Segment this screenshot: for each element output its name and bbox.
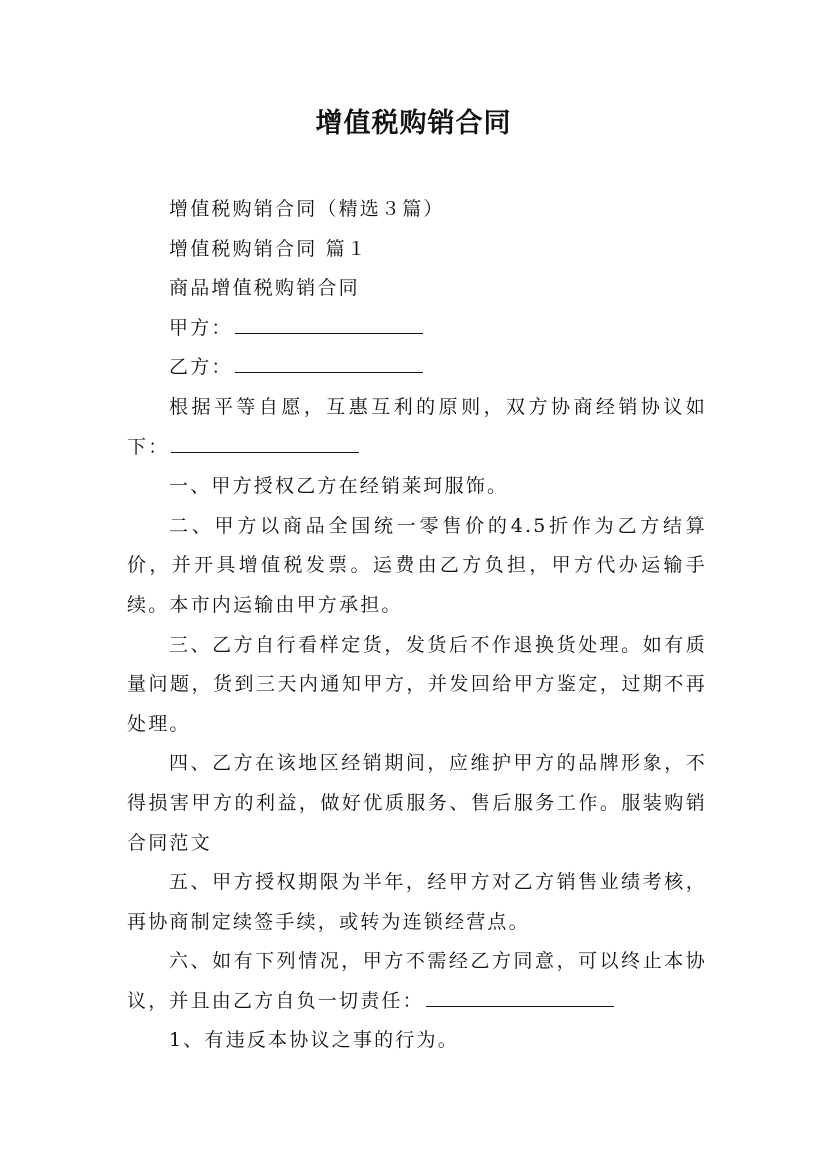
clause-6-blank <box>426 988 614 1007</box>
party-b-label: 乙方： <box>169 356 233 379</box>
party-a-blank <box>235 315 423 334</box>
clause-6 <box>127 942 707 1021</box>
clause-4: 四、乙方在该地区经销期间，应维护甲方的品牌形象，不得损害甲方的利益，做好优质服务、售后服务工作。服装购销合同范文 <box>127 752 707 854</box>
clause-5: 五、甲方授权期限为半年，经甲方对乙方销售业绩考核，再协商制定续签手续，或转为连锁经营点。 <box>127 871 707 933</box>
paragraph-heading: 增值税购销合同（精选３篇） <box>169 198 445 220</box>
clause-2: 二、甲方以商品全国统一零售价的4.5折作为乙方结算价，并开具增值税发票。运费由乙方负担，甲方代办运输手续。本市内运输由甲方承担。 <box>127 514 707 616</box>
clause-6-item-1: 1、有违反本协议之事的行为。 <box>169 1029 459 1052</box>
document-title: 增值税购销合同 <box>315 108 512 139</box>
agreement-intro <box>127 388 707 467</box>
agreement-intro-blank <box>171 434 359 453</box>
party-a-label: 甲方： <box>169 316 233 339</box>
party-b-line <box>127 348 707 388</box>
paragraph-contract-name: 商品增值税购销合同 <box>169 277 360 300</box>
clause-3: 三、乙方自行看样定货，发货后不作退换货处理。如有质量问题，货到三天内通知甲方，并发回给甲方鉴定，过期不再处理。 <box>127 633 707 735</box>
paragraph-section-title: 增值税购销合同 篇１ <box>169 237 369 260</box>
party-a-line <box>127 309 707 349</box>
clause-6-text: 六、如有下列情况，甲方不需经乙方同意，可以终止本协议，并且由乙方自负一切责任： <box>127 950 707 1012</box>
party-b-blank <box>235 354 423 373</box>
clause-1: 一、甲方授权乙方在经销莱珂服饰。 <box>169 475 509 498</box>
document-body <box>127 190 707 1061</box>
agreement-intro-text: 根据平等自愿，互惠互利的原则，双方协商经销协议如下： <box>127 395 707 458</box>
